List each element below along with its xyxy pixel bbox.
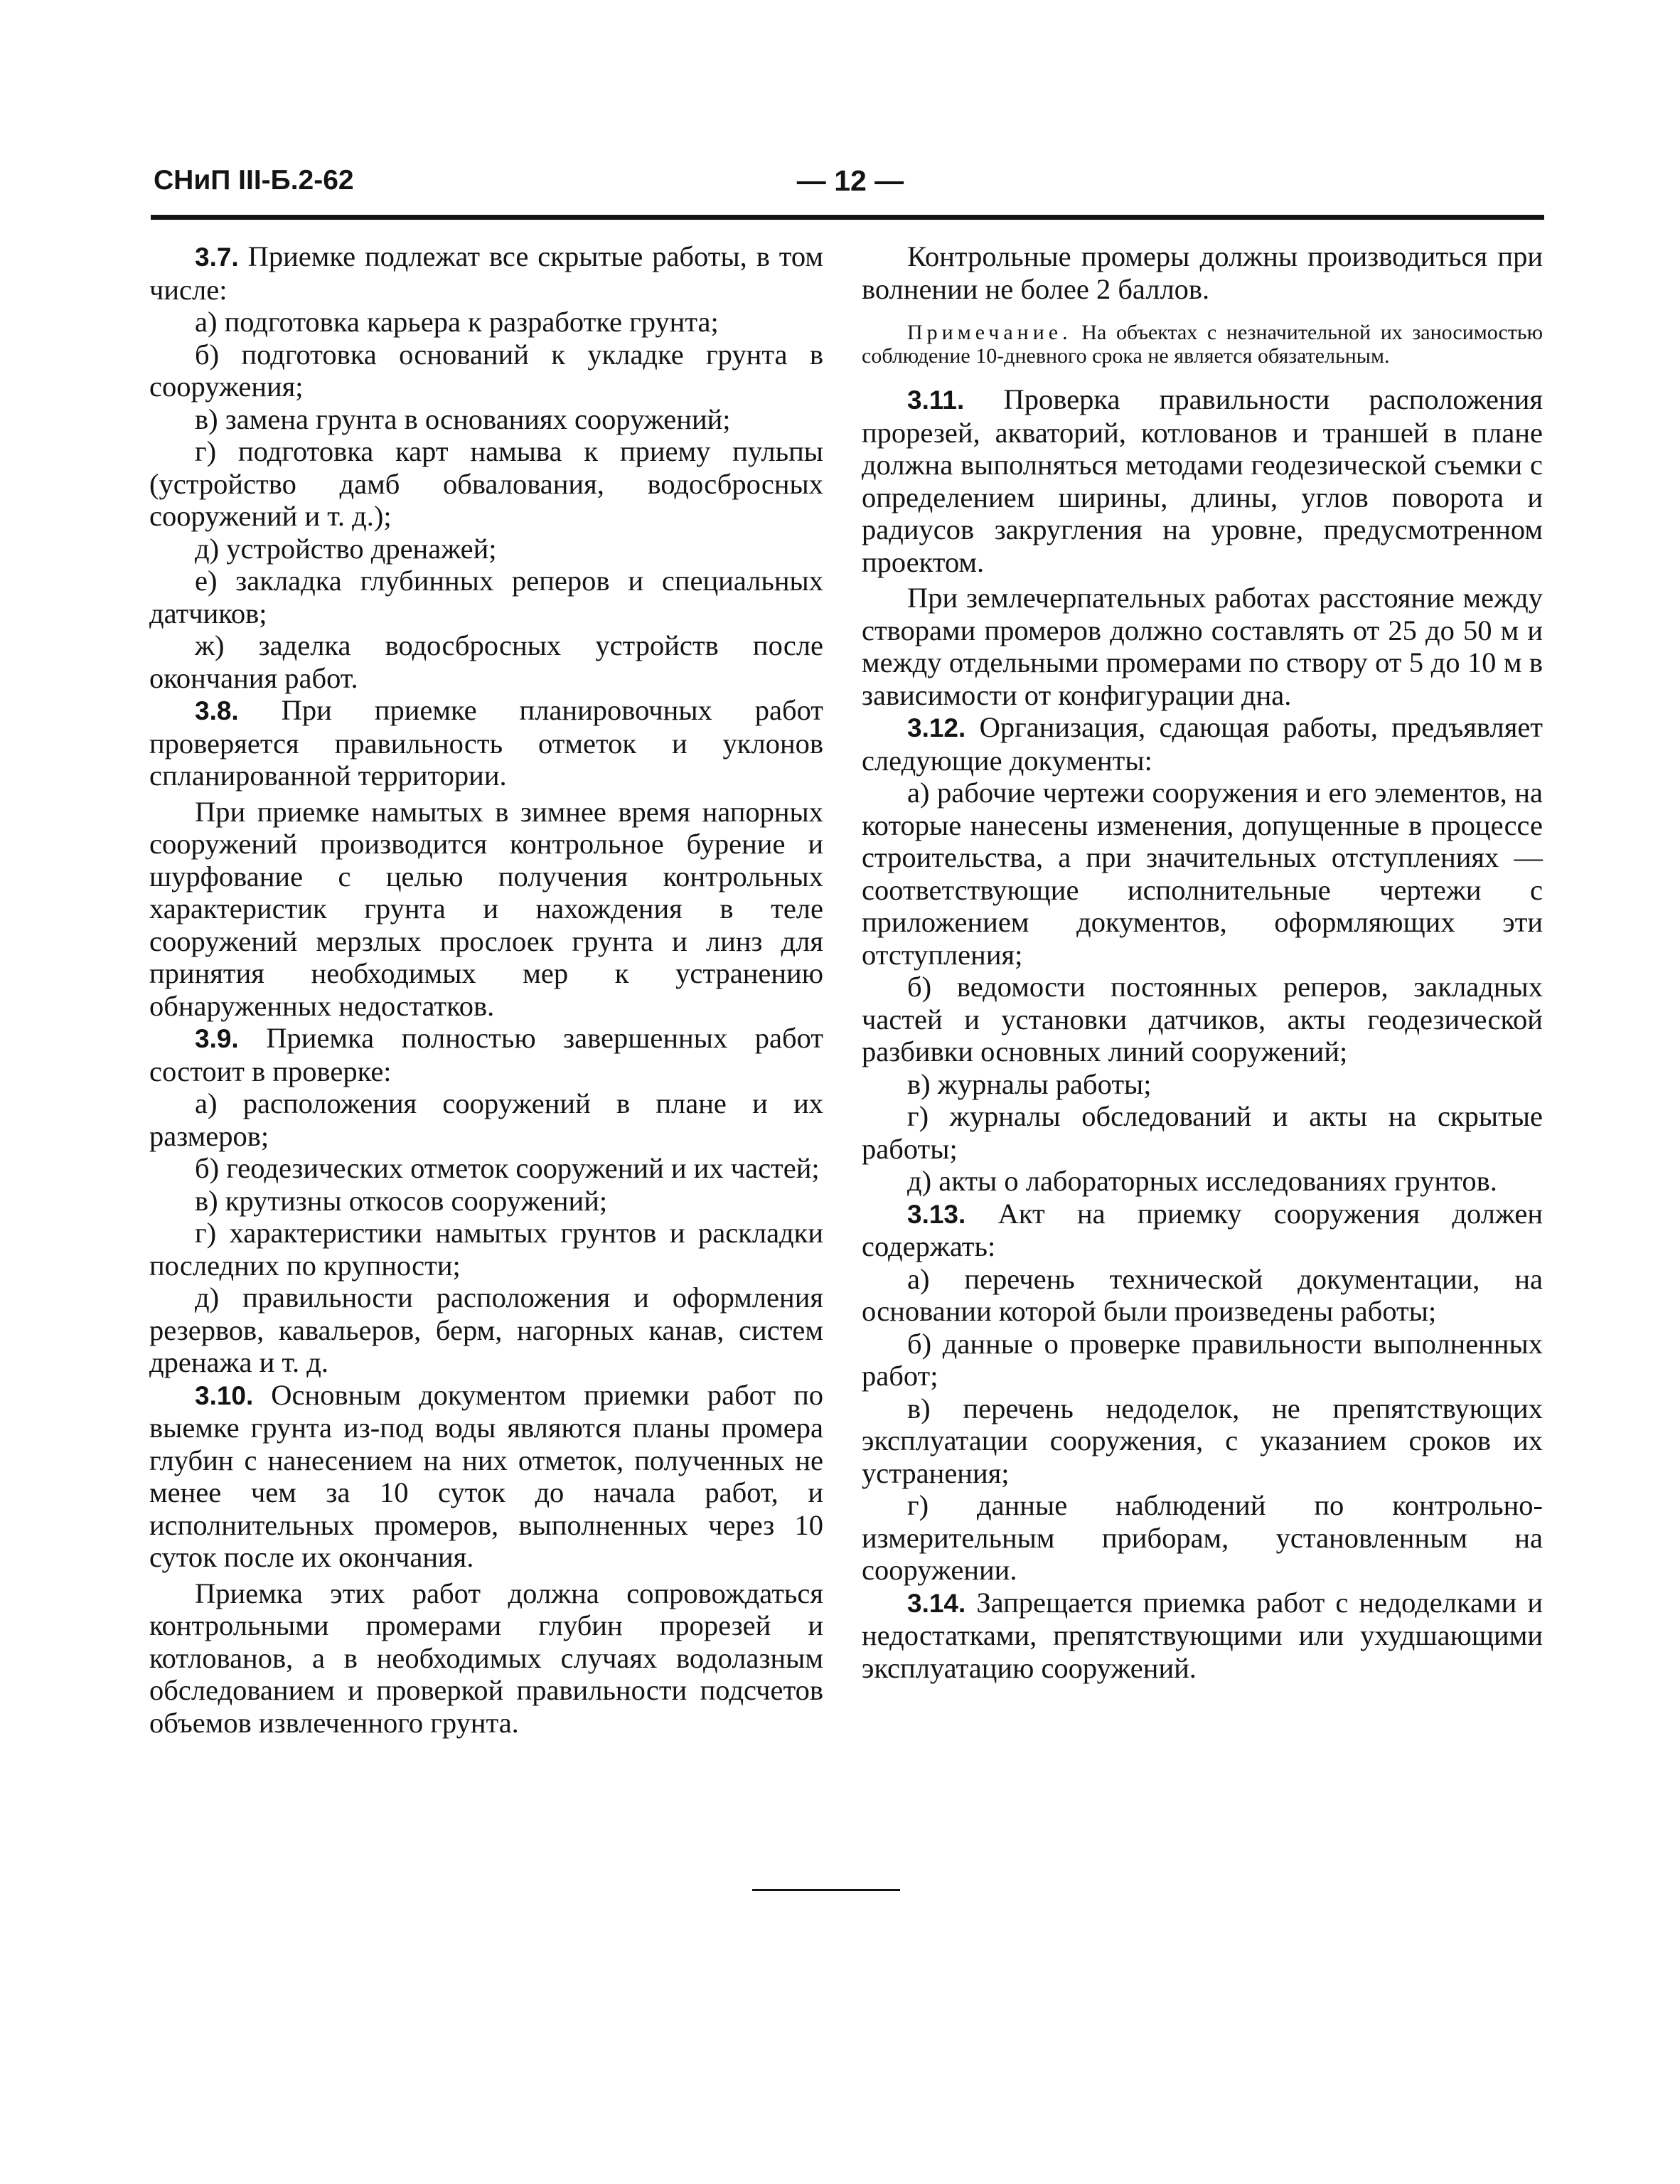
- section-3-12: [862, 711, 1543, 777]
- list-item: б) данные о проверке правильности выполненных работ;: [862, 1327, 1543, 1392]
- header-rule: [151, 215, 1544, 220]
- list-item: в) перечень недоделок, не препятствующих эксплуатации сооружения, с указанием сроков их устранения;: [862, 1392, 1543, 1489]
- note-label: Примечание.: [907, 321, 1072, 344]
- list-item: д) устройство дренажей;: [195, 532, 497, 565]
- section-text: Приемке подлежат все скрытые работы, в том числе:: [149, 240, 824, 306]
- section-number: 3.11.: [907, 385, 965, 415]
- list-item: б) геодезических отметок сооружений и их частей;: [195, 1152, 820, 1184]
- closing-rule: [752, 1889, 900, 1891]
- list-item: в) замена грунта в основаниях сооружений;: [195, 403, 731, 435]
- list-item: г) характеристики намытых грунтов и раскладки последних по крупности;: [149, 1217, 823, 1282]
- list-item: а) перечень технической документации, на основании которой были произведены работы;: [862, 1262, 1543, 1327]
- section-3-13: [862, 1198, 1543, 1263]
- right-column: [862, 240, 1543, 1684]
- section-3-8: [149, 694, 823, 792]
- list-item: г) журналы обследований и акты на скрытые работы;: [862, 1100, 1543, 1165]
- list-item: ж) заделка водосбросных устройств после окончания работ.: [149, 629, 823, 694]
- section-text: Организация, сдающая работы, предъявляет следующие документы:: [862, 711, 1543, 777]
- section-text: Акт на приемку сооружения должен содержать:: [862, 1197, 1543, 1262]
- section-3-7: [149, 240, 823, 306]
- paragraph: Контрольные промеры должны производиться при волнении не более 2 баллов.: [862, 240, 1543, 305]
- section-number: 3.8.: [195, 696, 239, 725]
- list-item: г) подготовка карт намыва к приему пульпы (устройство дамб обвалования, водосбросных сооружений и т. д.);: [149, 435, 823, 532]
- section-number: 3.14.: [907, 1588, 966, 1618]
- list-item: б) ведомости постоянных реперов, закладных частей и установки датчиков, акты геодезической разбивки основных линий сооружений;: [862, 971, 1543, 1067]
- document-code: СНиП III-Б.2-62: [154, 165, 354, 196]
- section-number: 3.12.: [907, 713, 966, 742]
- list-item: г) данные наблюдений по контрольно-измерительным приборам, установленным на сооружении.: [862, 1489, 1543, 1586]
- list-item: д) правильности расположения и оформления резервов, кавальеров, берм, нагорных канав, систем дренажа и т. д.: [149, 1282, 823, 1378]
- note-text: На объектах с незначительной их заносимостью соблюдение 10-дневного срока не является обязательным.: [862, 321, 1543, 368]
- section-number: 3.10.: [195, 1380, 254, 1410]
- page-header: [154, 161, 1541, 218]
- list-item: а) рабочие чертежи сооружения и его элементов, на которые нанесены изменения, допущенные в процессе строительства, а при значительных отступлениях — соответствующие исполнительные чертежи с приложением документов, оформляющих эти отступления;: [862, 777, 1543, 971]
- section-text: Проверка правильности расположения прорезей, акваторий, котлованов и траншей в плане должна выполняться методами геодезической съемки с определением ширины, длины, углов поворота и радиусов закругления на уровне, предусмотренном проектом.: [862, 383, 1543, 578]
- section-number: 3.7.: [195, 243, 239, 272]
- section-3-11: [862, 383, 1543, 578]
- section-text: При приемке планировочных работ проверяется правильность отметок и уклонов спланированной территории.: [149, 694, 823, 792]
- list-item: а) подготовка карьера к разработке грунта;: [195, 306, 719, 338]
- note: [862, 321, 1543, 368]
- list-item: б) подготовка оснований к укладке грунта в сооружения;: [149, 338, 823, 403]
- section-3-14: [862, 1587, 1543, 1685]
- section-number: 3.9.: [195, 1024, 239, 1053]
- left-column: [149, 240, 823, 1739]
- list-item: а) расположения сооружений в плане и их размеров;: [149, 1087, 823, 1152]
- section-number: 3.13.: [907, 1199, 966, 1229]
- section-3-9: [149, 1022, 823, 1087]
- section-text: Запрещается приемка работ с недоделками и недостатками, препятствующими или ухудшающими эксплуатацию сооружений.: [862, 1586, 1543, 1684]
- paragraph: При землечерпательных работах расстояние между створами промеров должно составлять от 25 до 50 м и между отдельными промерами по створу от 5 до 10 м в зависимости от конфигурации дна.: [862, 582, 1543, 711]
- list-item: е) закладка глубинных реперов и специальных датчиков;: [149, 565, 823, 629]
- list-item: д) акты о лабораторных исследованиях грунтов.: [907, 1165, 1497, 1197]
- paragraph: При приемке намытых в зимнее время напорных сооружений производится контрольное бурение и шурфование с целью получения контрольных характеристик грунта и нахождения в теле сооружений мерзлых прослоек грунта и линз для принятия необходимых мер к устранению обнаруженных недостатков.: [149, 795, 823, 1022]
- list-item: в) журналы работы;: [907, 1067, 1152, 1100]
- section-text: Основным документом приемки работ по выемке грунта из-под воды являются планы промера глубин с нанесением на них отметок, полученных не менее чем за 10 суток до начала работ, и исполнительных промеров, выполненных через 10 суток после их окончания.: [149, 1378, 824, 1573]
- page-number: — 12 —: [796, 164, 904, 197]
- list-item: в) крутизны откосов сооружений;: [195, 1184, 608, 1217]
- section-text: Приемка полностью завершенных работ состоит в проверке:: [149, 1022, 823, 1087]
- section-3-10: [149, 1379, 823, 1574]
- paragraph: Приемка этих работ должна сопровождаться контрольными промерами глубин прорезей и котлованов, а в необходимых случаях водолазным обследованием и проверкой правильности подсчетов объемов извлеченного грунта.: [149, 1577, 823, 1739]
